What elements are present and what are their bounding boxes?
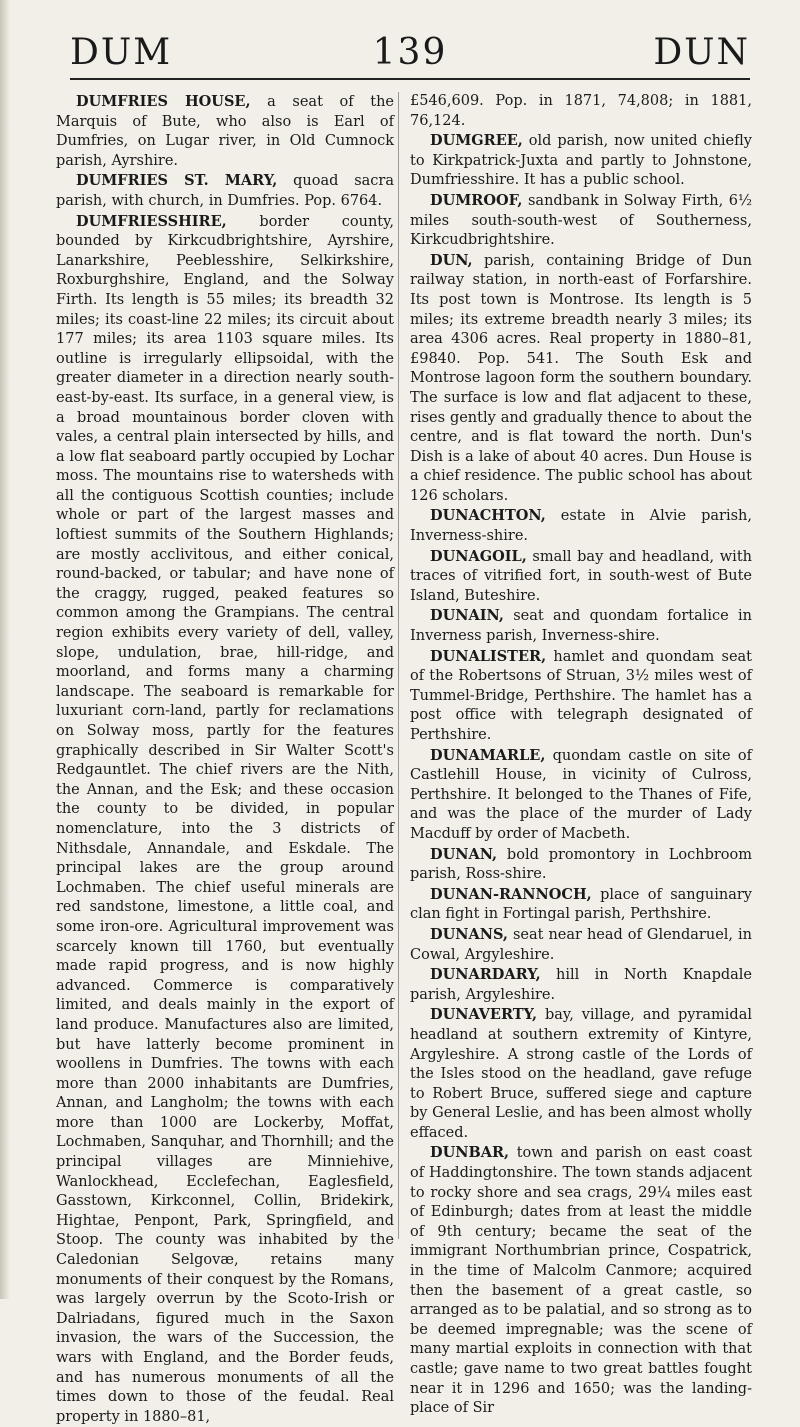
entry-headword: DUNANS, (430, 925, 508, 943)
entry-headword: DUMFRIES ST. MARY, (76, 172, 278, 190)
header-rule (70, 78, 750, 80)
running-header (70, 30, 750, 74)
entry-text: town and parish on east coast of Haddingtonshire. The town stands adjacent to rocky shore and sea crags, 29¼ miles east of Edinburgh; dates from at least the middle of 9th century; became the seat of the immigrant Northumbrian prince, Cospatrick, in the time of Malcolm Canmore; acquired then the basement of a great castle, so arranged as to be palatial, and so strong as to be deemed impregnable; was the scene of many martial exploits in connection with that castle; gave name to two great battles fought near it in 1296 and 1650; was the landing-place of Sir (410, 1145, 752, 1417)
entry-text: a seat of the Marquis of Bute, who also is Earl of Dumfries, on Lugar river, in Old Cumnock parish, Ayrshire. (56, 94, 394, 169)
entry-headword: DUNALISTER, (430, 647, 547, 665)
gazetteer-entry (410, 925, 752, 965)
gazetteer-entry (410, 92, 752, 131)
gazetteer-entry (56, 171, 394, 211)
entry-headword: DUMFRIESSHIRE, (76, 212, 227, 230)
entry-headword: DUNACHTON, (430, 507, 546, 525)
left-column (56, 92, 394, 1427)
entry-text: £546,609. Pop. in 1871, 74,808; in 1881, 76,124. (410, 93, 752, 129)
entry-headword: DUNAN, (430, 845, 498, 863)
header-left-guide-word: DUM (70, 31, 173, 73)
gazetteer-entry (410, 746, 752, 845)
header-right-guide-word: DUN (653, 31, 751, 73)
entry-text: estate in Alvie parish, Inverness-shire. (410, 508, 752, 545)
entry-text: seat near head of Glendaruel, in Cowal, Argyleshire. (410, 926, 752, 963)
column-divider (398, 92, 399, 1239)
gazetteer-entry (410, 506, 752, 546)
right-column (410, 92, 752, 1419)
entry-text: small bay and headland, with traces of vitrified fort, in south-west of Bute Island, Buteshire. (410, 548, 752, 604)
entry-headword: DUNBAR, (430, 1144, 510, 1162)
entry-headword: DUNAMARLE, (430, 746, 546, 764)
entry-text: hill in North Knapdale parish, Argyleshire. (410, 967, 752, 1003)
entry-headword: DUNAGOIL, (430, 547, 527, 565)
entry-text: sandbank in Solway Firth, 6½ miles south-south-west of Southerness, Kirkcudbrightshire. (410, 192, 752, 249)
entry-text: quoad sacra parish, with church, in Dumfries. Pop. 6764. (56, 173, 394, 209)
entry-text: bay, village, and pyramidal headland at southern extremity of Kintyre, Argyleshire. A strong castle of the Lords of the Isles stood on the headland, gave refuge to Robert Bruce, suffered siege and capture by General Leslie, and has been almost wholly effaced. (410, 1007, 752, 1141)
gazetteer-entry (56, 212, 394, 1427)
entry-text: quondam castle on site of Castlehill House, in vicinity of Culross, Perthshire. It belonged to the Thanes of Fife, and was the place of the murder of Lady Macduff by order of Macbeth. (410, 747, 752, 842)
gazetteer-entry (410, 547, 752, 607)
entry-text: bold promontory in Lochbroom parish, Ross-shire. (410, 846, 752, 883)
gazetteer-entry (410, 251, 752, 507)
entry-text: old parish, now united chiefly to Kirkpatrick-Juxta and partly to Johnstone, Dumfriesshire. It has a public school. (410, 133, 752, 189)
entry-text: seat and quondam fortalice in Inverness parish, Inverness-shire. (410, 608, 752, 645)
gazetteer-entry (56, 92, 394, 171)
page-spine-shadow (0, 0, 10, 1299)
gazetteer-entry (410, 965, 752, 1005)
entry-text: hamlet and quondam seat of the Robertsons of Struan, 3½ miles west of Tummel-Bridge, Perthshire. The hamlet has a post office with telegraph designated of Perthshire. (410, 648, 752, 743)
gazetteer-entry (410, 606, 752, 646)
gazetteer-entry (410, 885, 752, 925)
entry-headword: DUMGREE, (430, 132, 523, 150)
gazetteer-entry (410, 1005, 752, 1143)
entry-headword: DUNAIN, (430, 607, 504, 625)
entry-headword: DUMROOF, (430, 191, 523, 209)
entry-headword: DUN, (430, 251, 473, 269)
entry-headword: DUNARDARY, (430, 966, 541, 984)
entry-text: parish, containing Bridge of Dun railway station, in north-east of Forfarshire. Its post town is Montrose. Its length is 5 miles; its extreme breadth nearly 3 miles; its area 4306 acres. Real property in 1880–81, £9840. Pop. 541. The South Esk and Montrose lagoon form the southern boundary. The surface is low and flat adjacent to these, rises gently and gradually thence to about the centre, and is flat toward the north. Dun's Dish is a lake of about 40 acres. Dun House is a chief residence. The public school has about 126 scholars. (410, 252, 752, 504)
gazetteer-entry (410, 191, 752, 251)
gazetteer-entry (410, 131, 752, 191)
entry-headword: DUNAN-RANNOCH, (430, 885, 592, 903)
gazetteer-entry (410, 1143, 752, 1418)
page-number: 139 (372, 31, 448, 73)
gazetteer-entry (410, 845, 752, 885)
entry-headword: DUNAVERTY, (430, 1006, 538, 1024)
entry-text: place of sanguinary clan fight in Fortingal parish, Perthshire. (410, 886, 752, 923)
entry-text: border county, bounded by Kirkcudbrightshire, Ayrshire, Lanarkshire, Peeblesshire, Selkirkshire, Roxburghshire, England, and the Solway Firth. Its length is 55 miles; its breadth 32 miles; its coast-line 22 miles; its circuit about 177 miles; its area 1103 square miles. Its outline is irregularly ellipsoidal, with the greater diameter in a direction nearly south-east-by-east. Its surface, in a general view, is a broad mountainous border cloven with vales, a central plain intersected by hills, and a low flat seaboard partly occupied by Lochar moss. The mountains rise to watersheds with all the contiguous Scottish counties; include whole or part of the largest masses and loftiest summits of the Southern Highlands; are mostly acclivitous, and either conical, round-backed, or tabular; and have none of the craggy, rugged, peaked features so common among the Grampians. The central region exhibits every variety of dell, valley, slope, undulation, brae, hill-ridge, and moorland, and forms many a charming landscape. The seaboard is remarkable for luxuriant corn-land, partly for reclamations on Solway moss, partly for the features graphically described in Sir Walter Scott's Redgauntlet. The chief rivers are the Nith, the Annan, and the Esk; and these occasion the county to be divided, in popular nomenclature, into the 3 districts of Nithsdale, Annandale, and Eskdale. The principal lakes are the group around Lochmaben. The chief useful minerals are red sandstone, limestone, a little coal, and some iron-ore. Agricultural improvement was scarcely known till 1760, but eventually made rapid progress, and is now highly advanced. Commerce is comparatively limited, and deals mainly in the export of land produce. Manufactures also are limited, but have latterly become prominent in woollens in Dumfries. The towns with each more than 2000 inhabitants are Dumfries, Annan, and Langholm; the towns with each more than 1000 are Lockerby, Moffat, Lochmaben, Sanquhar, and Thornhill; and the principal villages are Minniehive, Wanlockhead, Ecclefechan, Eaglesfield, Gasstown, Kirkconnel, Collin, Bridekirk, Hightae, Penpont, Park, Springfield, and Stoop. The county was inhabited by the Caledonian Selgovæ, retains many monuments of their conquest by the Romans, was largely overrun by the Scoto-Irish or Dalriadans, figured much in the Saxon invasion, the wars of the Succession, the wars with England, and the Border feuds, and has numerous monuments of all the times down to those of the feudal. Real property in 1880–81, (56, 213, 394, 1425)
gazetteer-entry (410, 647, 752, 746)
entry-headword: DUMFRIES HOUSE, (76, 93, 251, 110)
